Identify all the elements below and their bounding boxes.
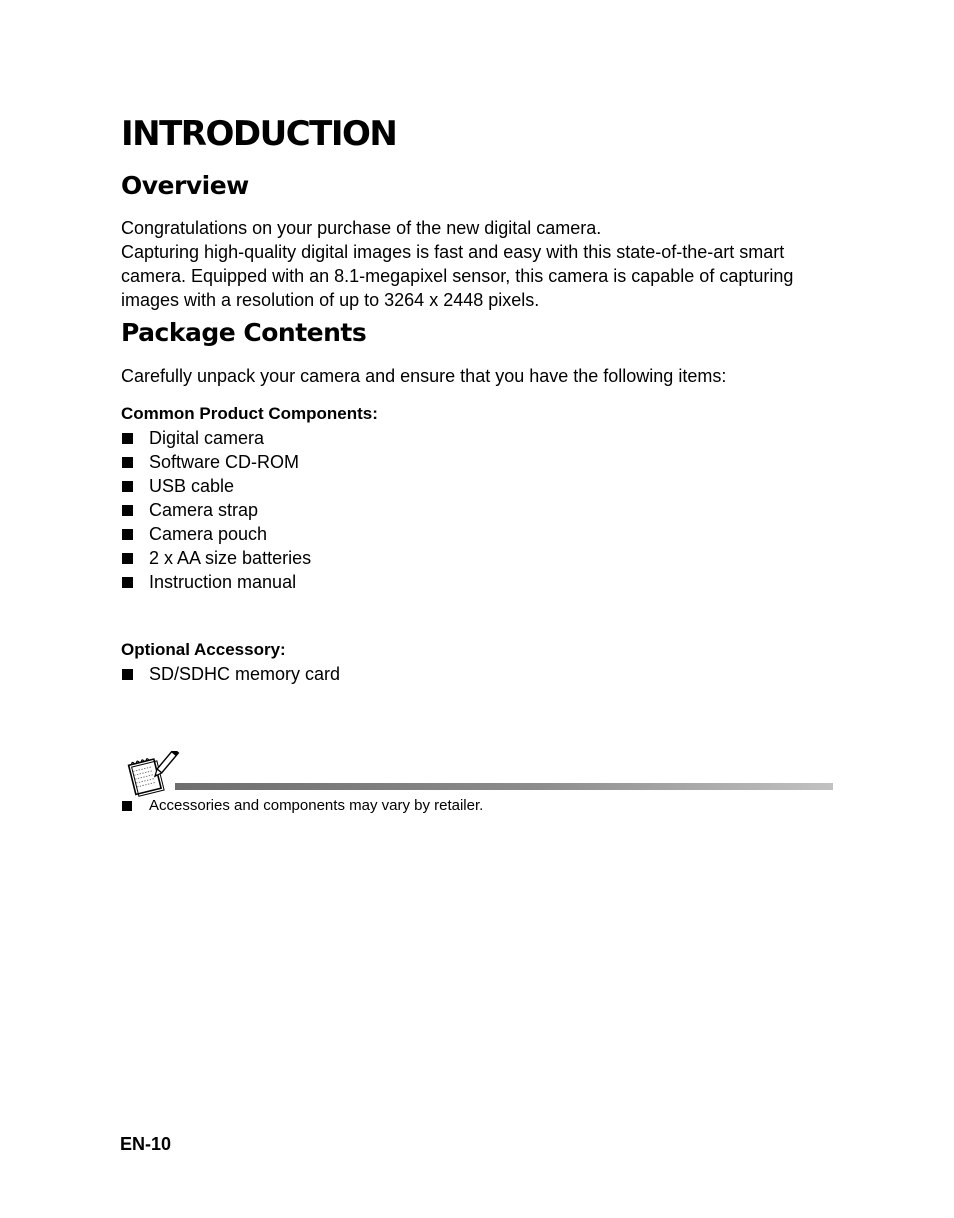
- square-bullet-icon: [122, 553, 133, 564]
- common-components-label: Common Product Components:: [121, 404, 378, 423]
- square-bullet-icon: [122, 481, 133, 492]
- optional-accessory-list: [121, 662, 340, 686]
- overview-line: images with a resolution of up to 3264 x 2448 pixels.: [121, 290, 540, 310]
- overview-line: camera. Equipped with an 8.1-megapixel sensor, this camera is capable of capturing: [121, 266, 794, 286]
- list-item-text: Camera strap: [149, 500, 259, 520]
- list-item: [121, 474, 311, 498]
- note-divider: [175, 783, 833, 790]
- list-item-text: Instruction manual: [149, 572, 297, 592]
- optional-accessory-label: Optional Accessory:: [121, 640, 286, 659]
- square-bullet-icon: [122, 529, 133, 540]
- list-item-text: Camera pouch: [149, 524, 268, 544]
- list-item-text: SD/SDHC memory card: [149, 664, 341, 684]
- square-bullet-icon: [122, 801, 132, 811]
- overview-heading: Overview: [121, 171, 249, 200]
- square-bullet-icon: [122, 669, 133, 680]
- notepad-pencil-icon: [126, 751, 180, 797]
- list-item: [121, 522, 311, 546]
- square-bullet-icon: [122, 433, 133, 444]
- page-number: EN-10: [120, 1134, 172, 1154]
- overview-line: Congratulations on your purchase of the new digital camera.: [121, 218, 602, 238]
- note-list: [121, 796, 483, 816]
- list-item: [121, 570, 311, 594]
- list-item-text: Digital camera: [149, 428, 265, 448]
- square-bullet-icon: [122, 457, 133, 468]
- square-bullet-icon: [122, 505, 133, 516]
- common-components-list: [121, 426, 311, 594]
- list-item: [121, 426, 311, 450]
- package-intro: Carefully unpack your camera and ensure that you have the following items:: [121, 366, 727, 386]
- list-item: [121, 546, 311, 570]
- note-item: [121, 796, 483, 816]
- package-contents-heading: Package Contents: [121, 318, 367, 347]
- list-item: [121, 450, 311, 474]
- list-item: [121, 662, 340, 686]
- overview-paragraph: [121, 216, 793, 312]
- list-item: [121, 498, 311, 522]
- list-item-text: Software CD-ROM: [149, 452, 300, 472]
- page-title: INTRODUCTION: [121, 114, 397, 154]
- square-bullet-icon: [122, 577, 133, 588]
- list-item-text: USB cable: [149, 476, 235, 496]
- list-item-text: 2 x AA size batteries: [149, 548, 312, 568]
- overview-line: Capturing high-quality digital images is fast and easy with this state-of-the-art smart: [121, 242, 785, 262]
- note-item-text: Accessories and components may vary by retailer.: [149, 797, 484, 814]
